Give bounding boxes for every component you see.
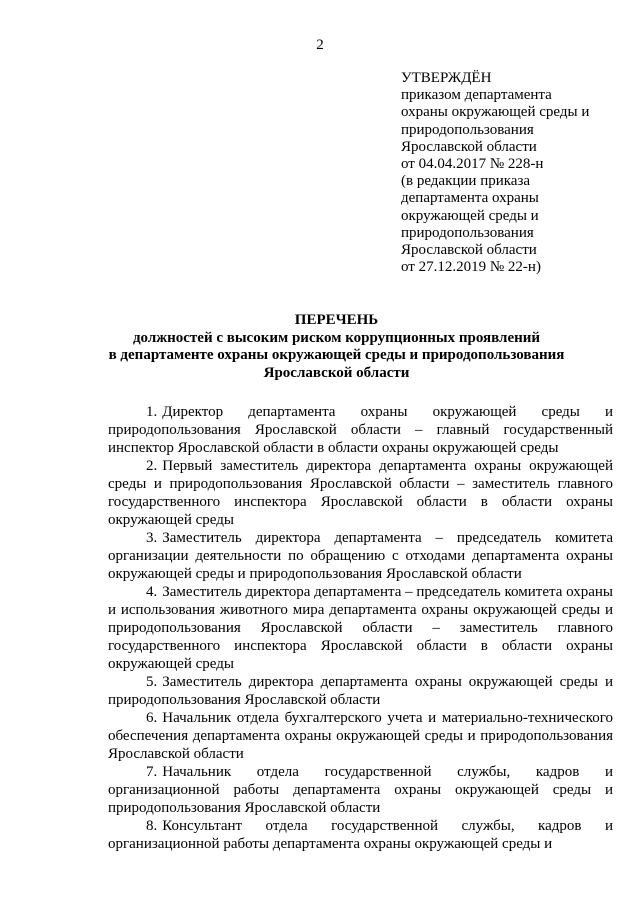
- approval-line: природопользования: [401, 224, 534, 241]
- list-item: [108, 529, 613, 583]
- list-item: [108, 817, 613, 853]
- approval-line: охраны окружающей среды и: [401, 104, 590, 121]
- item-text: Первый заместитель директора департамента охраны окружающей среды и природопользования Ярославской области – заместитель главного государственного инспектора Ярославской области в области охраны окружающей среды: [108, 458, 613, 528]
- title-line-2: в департаменте охраны окружающей среды и природопользования: [108, 347, 565, 363]
- item-text: Консультант отдела государственной службы, кадров и организационной работы департамента охраны окружающей среды и: [108, 818, 613, 852]
- title-line-3: Ярославской области: [263, 364, 410, 381]
- approval-line: окружающей среды и: [401, 207, 539, 224]
- page-number: 2: [316, 37, 324, 53]
- list-item: [108, 763, 613, 817]
- item-number: 7.: [146, 764, 158, 780]
- title-heading: ПЕРЕЧЕНЬ: [294, 312, 379, 328]
- item-number: 5.: [146, 674, 158, 690]
- list-item: [108, 403, 613, 457]
- title-line-1: должностей с высоким риском коррупционных проявлений: [132, 329, 541, 346]
- item-number: 3.: [146, 530, 158, 546]
- item-text: Заместитель директора департамента – председатель комитета организации деятельности по обращению с отходами департамента охраны окружающей среды и природопользования Ярославской области: [108, 530, 613, 582]
- approval-line: Ярославской области: [401, 242, 537, 259]
- approval-line: приказом департамента: [401, 87, 552, 104]
- list-item: [108, 709, 613, 763]
- item-text: Заместитель директора департамента охраны окружающей среды и природопользования Ярославской области: [108, 674, 613, 708]
- list-item: [108, 457, 613, 529]
- approval-line: (в редакции приказа: [401, 173, 531, 190]
- list-item: [108, 673, 613, 709]
- approval-line: от 04.04.2017 № 228-н: [401, 156, 544, 173]
- item-number: 8.: [146, 818, 158, 834]
- item-text: Начальник отдела бухгалтерского учета и материально-технического обеспечения департамента охраны окружающей среды и природопользования Ярославской области: [108, 710, 613, 762]
- item-text: Директор департамента охраны окружающей среды и природопользования Ярославской области – главный государственный инспектор Ярославской области в области охраны окружающей среды: [108, 404, 613, 456]
- item-number: 2.: [146, 458, 158, 474]
- approval-line: департамента охраны: [401, 190, 539, 207]
- item-text: Заместитель директора департамента – председатель комитета охраны и использования животного мира департамента охраны окружающей среды и природопользования Ярославской области – заместитель главного государственного инспектора Ярославской области в области охраны окружающей среды: [108, 584, 614, 672]
- list-item: [108, 583, 613, 673]
- item-number: 6.: [146, 710, 158, 726]
- approval-line: УТВЕРЖДЁН: [401, 70, 492, 86]
- approval-block: [401, 70, 626, 276]
- item-number: 1.: [146, 404, 158, 420]
- document-title: [60, 312, 613, 382]
- positions-list: [108, 403, 613, 853]
- approval-line: от 27.12.2019 № 22-н): [401, 259, 541, 276]
- item-text: Начальник отдела государственной службы, кадров и организационной работы департамента охраны окружающей среды и природопользования Ярославской области: [108, 764, 613, 816]
- approval-line: природопользования: [401, 121, 534, 138]
- approval-line: Ярославской области: [401, 138, 537, 155]
- item-number: 4.: [146, 584, 158, 600]
